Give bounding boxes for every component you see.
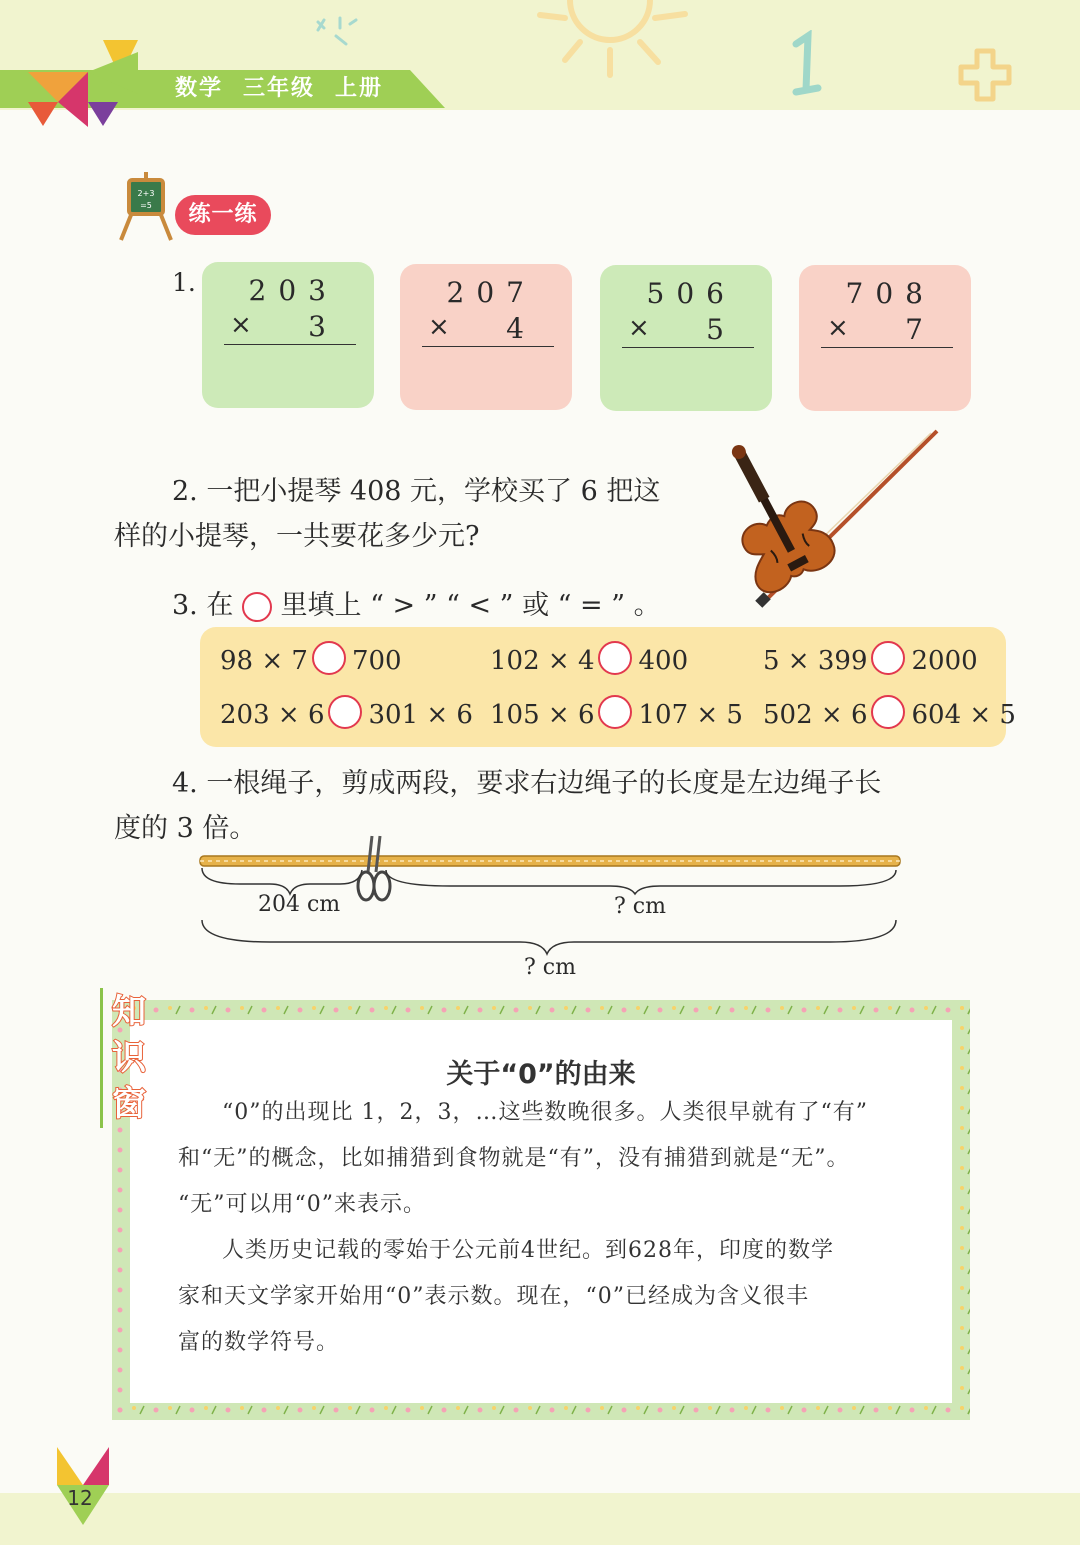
comparison-left: 203 × 6 [220,700,325,730]
sparkle-decoration [310,14,360,50]
comparison-item [490,645,688,679]
tab-char-3: 窗 [112,1084,146,1124]
multiplicand: 203 [248,274,338,307]
comparison-left: 98 × 7 [220,646,308,676]
left-length-label: 204 cm [258,892,341,917]
comparison-box [200,627,1016,747]
multiplication-card [600,265,772,411]
answer-line [821,347,953,348]
comparison-left: 105 × 6 [490,700,595,730]
question-3-prefix: 3. 在 [172,590,234,621]
right-length-label: ? cm [614,894,666,919]
left-brace [202,868,362,894]
tab-char-2: 识 [112,1038,146,1078]
knowledge-para-2-line-3: 富的数学符号。 [178,1330,340,1355]
comparison-circle[interactable] [312,641,346,675]
comparison-left: 102 × 4 [490,646,595,676]
multiplication-card [799,265,971,411]
scissors-icon [358,836,390,900]
question-2-line-1: 2. 一把小提琴 408 元，学校买了 6 把这 [172,476,661,507]
knowledge-para-1-line-2: 和“无”的概念，比如捕猎到食物就是“有”，没有捕猎到就是“无”。 [178,1146,850,1171]
comparison-left: 5 × 399 [763,646,868,676]
multiplicand: 708 [845,277,935,310]
knowledge-para-2-line-2: 家和天文学家开始用“0”表示数。现在，“0”已经成为含义很丰 [178,1284,809,1309]
easel-icon [115,170,177,242]
multiplier: 3 [308,310,326,343]
comparison-circle[interactable] [871,695,905,729]
multiplication-card [400,264,572,410]
question-3-instruction [172,584,661,628]
tab-char-1: 知 [112,992,146,1032]
comparison-right: 107 × 5 [638,700,743,730]
comparison-right: 700 [351,646,402,676]
question-1-number: 1. [172,268,196,297]
times-sign: × [628,313,650,343]
question-4-line-1: 4. 一根绳子，剪成两段，要求右边绳子的长度是左边绳子长 [172,768,882,799]
sun-decoration [520,0,700,80]
question-4-line-2: 度的 3 倍。 [114,813,257,844]
comparison-circle[interactable] [598,695,632,729]
svg-text:2+3: 2+3 [137,189,155,198]
knowledge-para-1-line-3: “无”可以用“0”来表示。 [178,1192,426,1217]
knowledge-title: 关于“0”的由来 [446,1059,636,1090]
book-title [175,72,403,106]
plus-doodle [955,45,1015,105]
knowledge-para-2-line-1: 人类历史记载的零始于公元前4世纪。到628年，印度的数学 [222,1238,834,1263]
times-sign: × [230,310,252,340]
comparison-item [763,699,1016,733]
tangram-logo [28,32,148,128]
multiplier: 4 [506,312,524,345]
question-3-suffix: 里填上 “ > ” “ < ” 或 “ = ” 。 [280,590,661,621]
comparison-item [490,699,743,733]
multiplier: 7 [905,313,923,346]
question-2-line-2: 样的小提琴，一共要花多少元? [114,521,480,552]
times-sign: × [428,312,450,342]
comparison-item [220,699,473,733]
volume-label: 上册 [335,76,384,101]
knowledge-para-1-line-1: “0”的出现比 1，2，3，…这些数晚很多。人类很早就有了“有” [222,1100,868,1125]
practice-badge: 练一练 [175,195,271,235]
times-sign: × [827,313,849,343]
multiplier: 5 [706,313,724,346]
multiplicand: 506 [646,277,736,310]
comparison-right: 400 [638,646,689,676]
violin-illustration [725,425,945,610]
comparison-left: 502 × 6 [763,700,868,730]
footer-band [0,1493,1080,1545]
comparison-right: 604 × 5 [911,700,1016,730]
svg-text:=5: =5 [140,201,152,210]
comparison-item [763,645,978,679]
comparison-circle[interactable] [598,641,632,675]
grade-label: 三年级 [243,76,316,101]
comparison-circle-sample [242,592,272,622]
comparison-item [220,645,402,679]
total-length-label: ? cm [524,955,576,980]
answer-line [622,347,754,348]
comparison-circle[interactable] [328,695,362,729]
multiplicand: 207 [446,276,536,309]
page-number: 12 [67,1486,93,1510]
right-brace [386,870,896,894]
comparison-right: 301 × 6 [368,700,473,730]
total-brace [202,920,896,954]
answer-line [224,344,356,345]
multiplication-card [202,262,374,408]
subject-label: 数学 [175,76,224,101]
number-one-doodle [780,30,830,100]
comparison-circle[interactable] [871,641,905,675]
answer-line [422,346,554,347]
comparison-right: 2000 [911,646,978,676]
